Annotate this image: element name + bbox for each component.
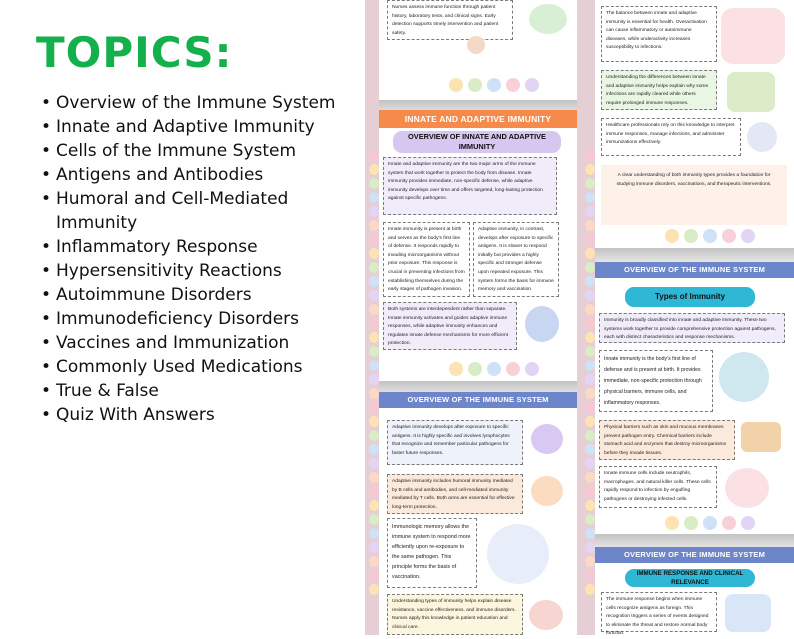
topic-item xyxy=(40,187,360,235)
edge-dot xyxy=(585,472,595,483)
edge-dot xyxy=(369,542,379,553)
edge-dot xyxy=(585,262,595,273)
edge-dot xyxy=(369,486,379,497)
innate-first-line-card: Innate immunity is the body's first line of defense and is present at birth. It provides immediate, non-specific protection through physical barriers, immune cells, and inflammatory responses. xyxy=(599,350,713,412)
topic-label: Autoimmune Disorders xyxy=(56,285,252,305)
immune-response-heading: IMMUNE RESPONSE AND CLINICAL RELEVANCE xyxy=(625,569,755,587)
edge-dot xyxy=(585,430,595,441)
edge-dot xyxy=(585,570,595,581)
healthcare-knowledge-card: Healthcare professionals rely on this knowledge to interpret immune responses, manage infections, and administer immunizations effectively. xyxy=(601,118,741,156)
topic-item xyxy=(40,259,360,283)
topic-label: Antigens and Antibodies xyxy=(56,165,264,185)
edge-dot xyxy=(369,318,379,329)
edge-dot xyxy=(369,276,379,287)
edge-dot xyxy=(369,402,379,413)
topic-item xyxy=(40,379,360,403)
edge-dot xyxy=(585,444,595,455)
topic-item xyxy=(40,283,360,307)
nav-circles-middle xyxy=(449,362,539,376)
bullet-icon: • xyxy=(41,117,52,137)
edge-dot xyxy=(585,402,595,413)
edge-dot xyxy=(369,584,379,595)
topic-label: Quiz With Answers xyxy=(56,405,215,425)
blood-cells-illustration xyxy=(529,4,567,34)
bullet-icon: • xyxy=(41,285,52,305)
edge-dot xyxy=(585,192,595,203)
edge-dot xyxy=(585,556,595,567)
edge-dot xyxy=(369,192,379,203)
edge-dot xyxy=(585,486,595,497)
topic-label: Inflammatory Response xyxy=(56,237,258,257)
overview-banner-b1: OVERVIEW OF THE IMMUNE SYSTEM xyxy=(595,262,794,278)
edge-dot xyxy=(585,234,595,245)
edge-dot xyxy=(585,220,595,231)
edge-dot xyxy=(585,374,595,385)
edge-dot xyxy=(585,388,595,399)
innate-adaptive-banner: INNATE AND ADAPTIVE IMMUNITY xyxy=(379,110,577,128)
topic-label: Commonly Used Medications xyxy=(56,357,303,377)
edge-dot xyxy=(369,472,379,483)
topic-item xyxy=(40,115,360,139)
edge-dot xyxy=(369,374,379,385)
topic-item xyxy=(40,163,360,187)
bullet-icon: • xyxy=(41,165,52,185)
edge-dot xyxy=(369,290,379,301)
red-pathogen-illustration xyxy=(725,468,769,508)
edge-dot xyxy=(585,318,595,329)
edge-dot xyxy=(585,290,595,301)
topic-label: Overview of the Immune System xyxy=(56,93,336,113)
topic-item xyxy=(40,355,360,379)
edge-dot xyxy=(369,332,379,343)
edge-dot xyxy=(369,150,379,161)
bullet-icon: • xyxy=(41,405,52,425)
child-vaccine-illustration xyxy=(487,524,549,584)
edge-dot xyxy=(585,542,595,553)
edge-dots-right xyxy=(585,150,595,595)
topics-title: TOPICS: xyxy=(36,28,233,77)
innate-immunity-card: Innate immunity is present at birth and serves as the body's first line of defense. It responds rapidly to invading microorganisms without prior exposure. This response is crucial in preventing infections from establishing themselves during the early stages of pathogen invasion. xyxy=(383,222,470,297)
assessment-card: Nurses assess immune function through patient history, laboratory tests, and clinical signs. Early detection supports timely intervention and patient safety. xyxy=(387,0,513,40)
topic-label: Immunodeficiency Disorders xyxy=(56,309,300,329)
edge-dot xyxy=(585,416,595,427)
lab-tube-illustration xyxy=(725,594,771,632)
immunity-classification-card: Immunity is broadly classified into innate and adaptive immunity. These two systems work together to provide comprehensive protection against pathogens, each with distinct characteristics and response mechanisms. xyxy=(599,313,785,343)
bullet-icon: • xyxy=(41,309,52,329)
bullet-icon: • xyxy=(41,93,52,113)
edge-dot xyxy=(585,276,595,287)
humoral-cellular-card: Adaptive immunity includes humoral immunity mediated by B cells and antibodies, and cell-mediated immunity mediated by T cells. Both arms are essential for effective long-term protection. xyxy=(387,474,523,514)
microbe-illustration xyxy=(525,306,559,342)
edge-dot xyxy=(369,346,379,357)
topics-panel xyxy=(0,0,365,635)
bullet-icon: • xyxy=(41,237,52,257)
innate-adaptive-intro-card: Innate and adaptive immunity are the two major arms of the immune system that work together to protect the body from disease. Innate immunity provides immediate, non-specific defense, while adaptive immunity develops over time and offers targeted, long-lasting protection against specific pathogens. xyxy=(383,157,557,215)
bullet-icon: • xyxy=(41,141,52,161)
cell-illustration xyxy=(531,476,563,506)
adaptive-immunity-card: Adaptive immunity, in contrast, develops after exposure to specific antigens. It is slower to respond initially but provides a highly specific and stronger defense upon repeated exposure. This system forms the basis for immune memory and vaccination. xyxy=(473,222,559,297)
edge-dot xyxy=(369,304,379,315)
edge-dot xyxy=(369,248,379,259)
edge-dot xyxy=(585,528,595,539)
adaptive-antigen-card: Adaptive immunity develops after exposure to specific antigens. It is highly specific and involves lymphocytes that recognize and remember particular pathogens for faster future responses. xyxy=(387,420,523,465)
bullet-icon: • xyxy=(41,189,52,209)
topic-label: Vaccines and Immunization xyxy=(56,333,290,353)
edge-dot xyxy=(369,164,379,175)
nurse-illustration xyxy=(467,36,485,54)
edge-dot xyxy=(369,444,379,455)
nav-circles-top xyxy=(449,78,539,92)
doctor-illustration xyxy=(747,122,777,152)
edge-dot xyxy=(369,388,379,399)
topic-item xyxy=(40,331,360,355)
edge-dot xyxy=(369,528,379,539)
edge-dot xyxy=(369,360,379,371)
innate-cells-card: Innate immune cells include neutrophils, macrophages, and natural killer cells. These cells rapidly respond to infection by engulfing pathogens or destroying infected cells. xyxy=(599,466,717,508)
nav-circles-top-b xyxy=(665,229,755,243)
edge-dot xyxy=(585,458,595,469)
bullet-icon: • xyxy=(41,261,52,281)
edge-dot xyxy=(585,346,595,357)
baby-illustration xyxy=(719,352,769,402)
interdependence-card: Both systems are interdependent rather than separate. Innate immunity activates and guides adaptive immune responses, while adaptive immunity enhances and regulates innate defense mechanisms for more efficient protection. xyxy=(383,302,517,350)
edge-dot xyxy=(369,570,379,581)
edge-dot xyxy=(585,150,595,161)
edge-dot xyxy=(585,514,595,525)
topic-label: True & False xyxy=(56,381,159,401)
antibody-illustration xyxy=(727,72,775,112)
edge-dot xyxy=(369,416,379,427)
preview-page-a xyxy=(379,0,577,635)
types-of-immunity-card: Understanding types of immunity helps explain disease resistance, vaccine effectiveness, and immune disorders. Nurses apply this knowledge in patient education and clinical care. xyxy=(387,594,523,635)
edge-dot xyxy=(585,248,595,259)
topic-label: Hypersensitivity Reactions xyxy=(56,261,282,281)
topic-item xyxy=(40,235,360,259)
preview-area xyxy=(365,0,794,635)
edge-dot xyxy=(369,206,379,217)
immune-response-card: The immune response begins when immune cells recognize antigens as foreign. This recognition triggers a series of events designed to eliminate the threat and restore normal body function. xyxy=(601,592,717,632)
preview-page-b xyxy=(595,0,794,635)
physical-barriers-card: Physical barriers such as skin and mucous membranes prevent pathogen entry. Chemical barriers include stomach acid and enzymes that destroy microorganisms before they invade tissues. xyxy=(599,420,735,460)
topic-item xyxy=(40,139,360,163)
nurse-patient-illustration xyxy=(529,600,563,630)
overview-banner-a: OVERVIEW OF THE IMMUNE SYSTEM xyxy=(379,392,577,408)
topics-list xyxy=(40,91,360,427)
nav-circles-bottom-b xyxy=(665,516,755,530)
topic-item xyxy=(40,91,360,115)
edge-dot xyxy=(585,332,595,343)
topic-label: Cells of the Immune System xyxy=(56,141,297,161)
overview-innate-adaptive-heading: OVERVIEW OF INNATE AND ADAPTIVE IMMUNITY xyxy=(393,131,561,153)
skin-layers-illustration xyxy=(741,422,781,452)
edge-dot xyxy=(369,430,379,441)
overview-banner-b2: OVERVIEW OF THE IMMUNE SYSTEM xyxy=(595,547,794,563)
edge-dots-left xyxy=(369,150,379,595)
topic-label: Humoral and Cell-Mediated Immunity xyxy=(56,189,289,233)
edge-dot xyxy=(585,206,595,217)
edge-dot xyxy=(369,458,379,469)
edge-dot xyxy=(369,220,379,231)
edge-dot xyxy=(369,178,379,189)
topic-label: Innate and Adaptive Immunity xyxy=(56,117,315,137)
topic-item xyxy=(40,307,360,331)
bullet-icon: • xyxy=(41,381,52,401)
virus-illustration xyxy=(531,424,563,454)
bullet-icon: • xyxy=(41,333,52,353)
edge-dot xyxy=(585,360,595,371)
edge-dot xyxy=(585,500,595,511)
edge-dot xyxy=(369,556,379,567)
immunity-foundation-text: A clear understanding of both immunity types provides a foundation for studying immune disorders, vaccinations, and therapeutic interventions. xyxy=(601,165,787,225)
edge-dot xyxy=(585,304,595,315)
topic-item xyxy=(40,403,360,427)
immune-balance-card: The balance between innate and adaptive immunity is essential for health. Overactivation can cause inflammatory or autoimmune diseases, while underactivity increases susceptibility to infections. xyxy=(601,6,717,62)
types-of-immunity-heading: Types of Immunity xyxy=(625,287,755,307)
bullet-icon: • xyxy=(41,357,52,377)
body-illustration xyxy=(721,8,785,64)
edge-dot xyxy=(585,164,595,175)
edge-dot xyxy=(369,514,379,525)
edge-dot xyxy=(369,500,379,511)
innate-adaptive-differences-card: Understanding the differences between innate and adaptive immunity helps explain why some infections are rapidly cleared while others require prolonged immune responses. xyxy=(601,70,717,110)
immunologic-memory-card: Immunologic memory allows the immune system to respond more efficiently upon re-exposure to the same pathogen. This principle forms the basis of vaccination. xyxy=(387,518,477,588)
edge-dot xyxy=(369,234,379,245)
edge-dot xyxy=(585,584,595,595)
edge-dot xyxy=(585,178,595,189)
edge-dot xyxy=(369,262,379,273)
